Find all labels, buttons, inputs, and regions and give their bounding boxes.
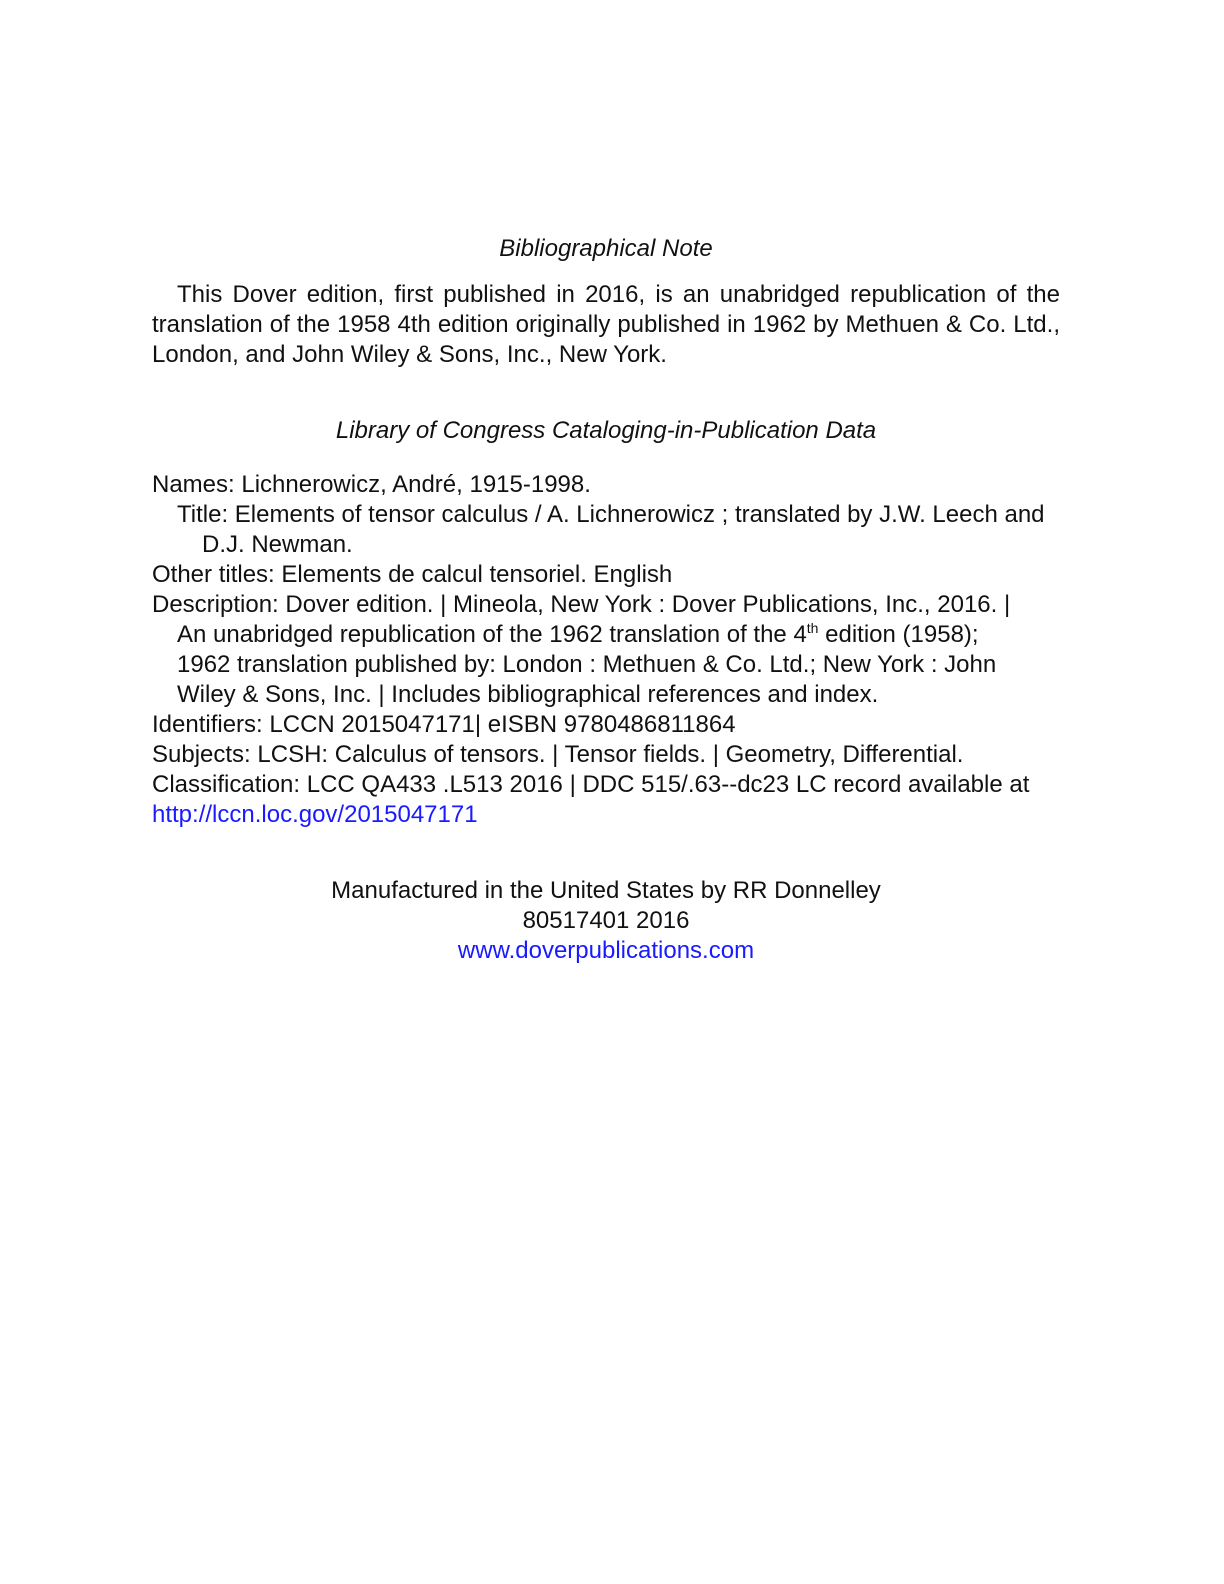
cip-title-line-1: Title: Elements of tensor calculus / A. Lichnerowicz ; translated by J.W. Leech and bbox=[177, 501, 1045, 528]
cip-description-line-2 bbox=[152, 620, 1060, 650]
publisher-website-link[interactable]: www.doverpublications.com bbox=[457, 937, 755, 964]
cip-description-line-2-text: An unabridged republication of the 1962 translation of the 4 bbox=[177, 621, 807, 648]
lccn-record-link[interactable]: http://lccn.loc.gov/2015047171 bbox=[152, 801, 478, 828]
manufacturer-line: Manufactured in the United States by RR Donnelley bbox=[331, 877, 881, 904]
cip-title bbox=[152, 500, 1060, 560]
cip-other-titles: Other titles: Elements de calcul tensoriel. English bbox=[152, 561, 673, 588]
ordinal-superscript: th bbox=[806, 620, 819, 636]
bibliographical-note-text: This Dover edition, first published in 2016, is an unabridged republication of the translation of the 1958 4th edition originally published in 1962 by Methuen & Co. Ltd., London, and John Wiley & Sons, Inc., New York. bbox=[152, 281, 1060, 368]
cip-record-link-line bbox=[152, 800, 1060, 830]
cip-description-line-3: 1962 translation published by: London : Methuen & Co. Ltd.; New York : John bbox=[177, 651, 997, 678]
cip-description-line-1: Description: Dover edition. | Mineola, New York : Dover Publications, Inc., 2016. | bbox=[152, 591, 1011, 618]
cip-identifiers: Identifiers: LCCN 2015047171| eISBN 9780486811864 bbox=[152, 711, 736, 738]
print-code: 80517401 2016 bbox=[522, 907, 690, 934]
cip-classification: Classification: LCC QA433 .L513 2016 | DDC 515/.63--dc23 LC record available at bbox=[152, 771, 1030, 798]
printing-footer bbox=[152, 876, 1060, 966]
cip-subjects: Subjects: LCSH: Calculus of tensors. | Tensor fields. | Geometry, Differential. bbox=[152, 741, 964, 768]
cip-names: Names: Lichnerowicz, André, 1915-1998. bbox=[152, 471, 591, 498]
cip-description-line-2-tail: edition (1958); bbox=[818, 621, 979, 648]
cip-title-line-2: D.J. Newman. bbox=[202, 531, 353, 558]
cip-description-line-4: Wiley & Sons, Inc. | Includes bibliographical references and index. bbox=[177, 681, 879, 708]
cip-record bbox=[152, 470, 1060, 830]
cip-description bbox=[152, 590, 1060, 710]
website-line bbox=[152, 936, 1060, 966]
cip-heading: Library of Congress Cataloging-in-Publication Data bbox=[335, 417, 877, 444]
bibliographical-note-heading: Bibliographical Note bbox=[499, 235, 713, 262]
